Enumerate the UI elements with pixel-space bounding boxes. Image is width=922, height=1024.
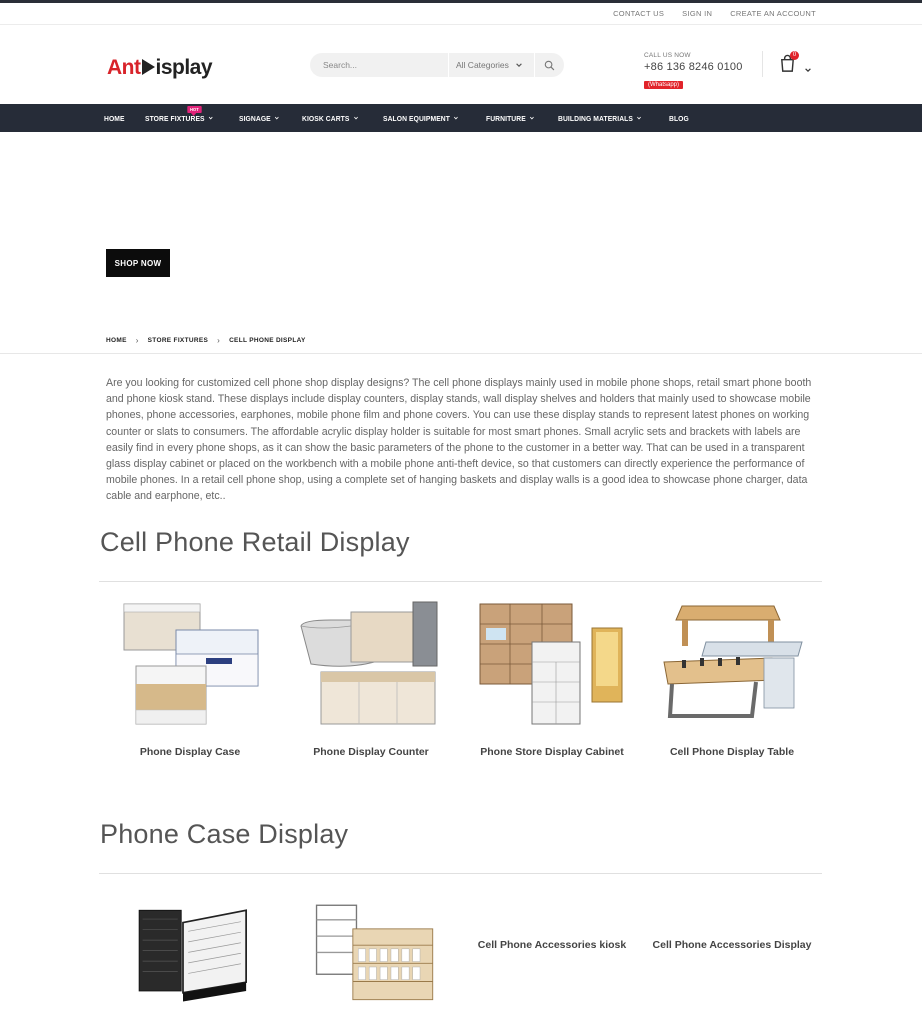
breadcrumb-divider xyxy=(0,353,922,354)
nav-label: SIGNAGE xyxy=(239,113,271,123)
product-card-phone-store-display-cabinet[interactable] xyxy=(472,598,632,733)
category-select[interactable] xyxy=(448,53,534,77)
cart-dropdown-toggle[interactable] xyxy=(804,61,812,79)
section-divider xyxy=(99,581,822,582)
whatsapp-badge[interactable]: (Whatsapp) xyxy=(644,81,683,89)
logo[interactable] xyxy=(107,56,212,80)
product-image xyxy=(110,898,270,1012)
chevron-right-icon: › xyxy=(217,336,221,345)
chevron-down-icon xyxy=(208,115,213,121)
product-name[interactable]: Cell Phone Accessories Display xyxy=(652,939,812,951)
breadcrumb-home[interactable]: HOME xyxy=(106,337,127,344)
product-image xyxy=(291,898,451,1016)
search-button[interactable] xyxy=(534,53,564,77)
product-card-slatwall-display[interactable] xyxy=(110,898,270,1017)
nav-item-building-materials[interactable] xyxy=(558,114,642,123)
cart-count-badge: 0 xyxy=(790,51,799,60)
chevron-down-icon xyxy=(354,115,359,121)
logo-text-display: isplay xyxy=(155,56,213,79)
nav-item-store-fixtures[interactable] xyxy=(144,106,214,123)
product-name[interactable]: Phone Display Counter xyxy=(313,746,429,758)
sign-in-link[interactable]: SIGN IN xyxy=(682,9,713,18)
product-name[interactable]: Cell Phone Display Table xyxy=(669,746,795,758)
nav-item-furniture[interactable] xyxy=(486,114,535,123)
product-card-phone-display-case[interactable] xyxy=(110,598,270,733)
nav-item-signage[interactable] xyxy=(239,114,280,123)
call-us-label: CALL US NOW xyxy=(644,52,691,59)
breadcrumb-store-fixtures[interactable]: STORE FIXTURES xyxy=(147,337,209,344)
product-image xyxy=(110,598,270,728)
breadcrumb-current: CELL PHONE DISPLAY xyxy=(229,337,306,344)
nav-item-home[interactable] xyxy=(104,114,125,123)
create-account-link[interactable]: CREATE AN ACCOUNT xyxy=(730,9,816,18)
nav-item-kiosk-carts[interactable] xyxy=(302,114,359,123)
breadcrumb xyxy=(106,336,306,345)
nav-label: HOME xyxy=(104,113,125,123)
search-icon xyxy=(544,60,555,71)
nav-label: KIOSK CARTS xyxy=(302,113,350,123)
search-input[interactable] xyxy=(310,53,448,77)
chevron-down-icon xyxy=(454,115,459,121)
nav-label: BUILDING MATERIALS xyxy=(557,113,633,123)
main-nav xyxy=(0,104,922,132)
nav-label: BLOG xyxy=(669,113,690,123)
product-name[interactable]: Phone Store Display Cabinet xyxy=(480,746,624,758)
product-card-cell-phone-display-table[interactable] xyxy=(652,598,812,733)
header-divider xyxy=(762,51,763,77)
product-card-gondola-shelf-display[interactable] xyxy=(291,898,451,1021)
logo-text-ant: Ant xyxy=(107,56,141,79)
chevron-down-icon xyxy=(275,115,280,121)
header xyxy=(0,26,922,104)
product-name[interactable]: Cell Phone Accessories kiosk xyxy=(477,939,627,951)
contact-us-link[interactable]: CONTACT US xyxy=(613,9,665,18)
nav-label: STORE FIXTURES xyxy=(144,113,205,123)
product-image xyxy=(652,598,812,728)
call-us xyxy=(644,52,743,91)
chevron-down-icon xyxy=(515,61,523,69)
nav-item-blog[interactable] xyxy=(669,114,689,123)
hot-badge: HOT xyxy=(187,106,201,113)
phone-number[interactable]: +86 136 8246 0100 xyxy=(644,61,743,73)
search-bar xyxy=(310,53,564,77)
section-divider xyxy=(99,873,822,874)
nav-label: FURNITURE xyxy=(485,113,526,123)
product-card-phone-display-counter[interactable] xyxy=(291,598,451,733)
topbar xyxy=(0,3,922,25)
chevron-down-icon xyxy=(529,115,534,121)
chevron-down-icon xyxy=(804,66,812,74)
chevron-right-icon: › xyxy=(135,336,139,345)
nav-label: SALON EQUIPMENT xyxy=(383,113,451,123)
section-title: Phone Case Display xyxy=(100,819,349,849)
intro-text: Are you looking for customized cell phone shop display designs? The cell phone displays mainly used in mobile phone shops, retail smart phone booth and phone kiosk stand. These displays include display counters, display stands, wall display shelves and holders that mainly used to showcase mobile phones, phone accessories, earphones, mobile phone film and phone covers. You can use these display stands to represent latest phones on working counter or slats to consumers. The affordable acrylic display holder is suitable for most smart phones. Small acrylic sets and brackets with labels are easily find in every phone shops, as it can show the basic parameters of the phone to the customer in a better way. That can be used in a transparent glass display cabinet or placed on the workbench with a mobile phone anti-theft device, so that customers can directly experience the performance of mobile phones. In a retail cell phone shop, using a complete set of hanging baskets and display walls is a good idea to showcase phone charger, data cable and earphone, etc.. xyxy=(106,377,812,503)
product-image xyxy=(291,598,451,728)
logo-d-mark xyxy=(142,59,155,75)
section-title: Cell Phone Retail Display xyxy=(100,527,410,557)
chevron-down-icon xyxy=(637,115,642,121)
product-image xyxy=(472,598,632,728)
shop-now-button[interactable]: SHOP NOW xyxy=(106,249,170,277)
topbar-links xyxy=(613,9,816,18)
cart-button[interactable] xyxy=(778,54,800,76)
product-name[interactable]: Phone Display Case xyxy=(139,746,241,758)
category-select-value: All Categories xyxy=(456,60,509,70)
nav-item-salon-equipment[interactable] xyxy=(383,114,459,123)
